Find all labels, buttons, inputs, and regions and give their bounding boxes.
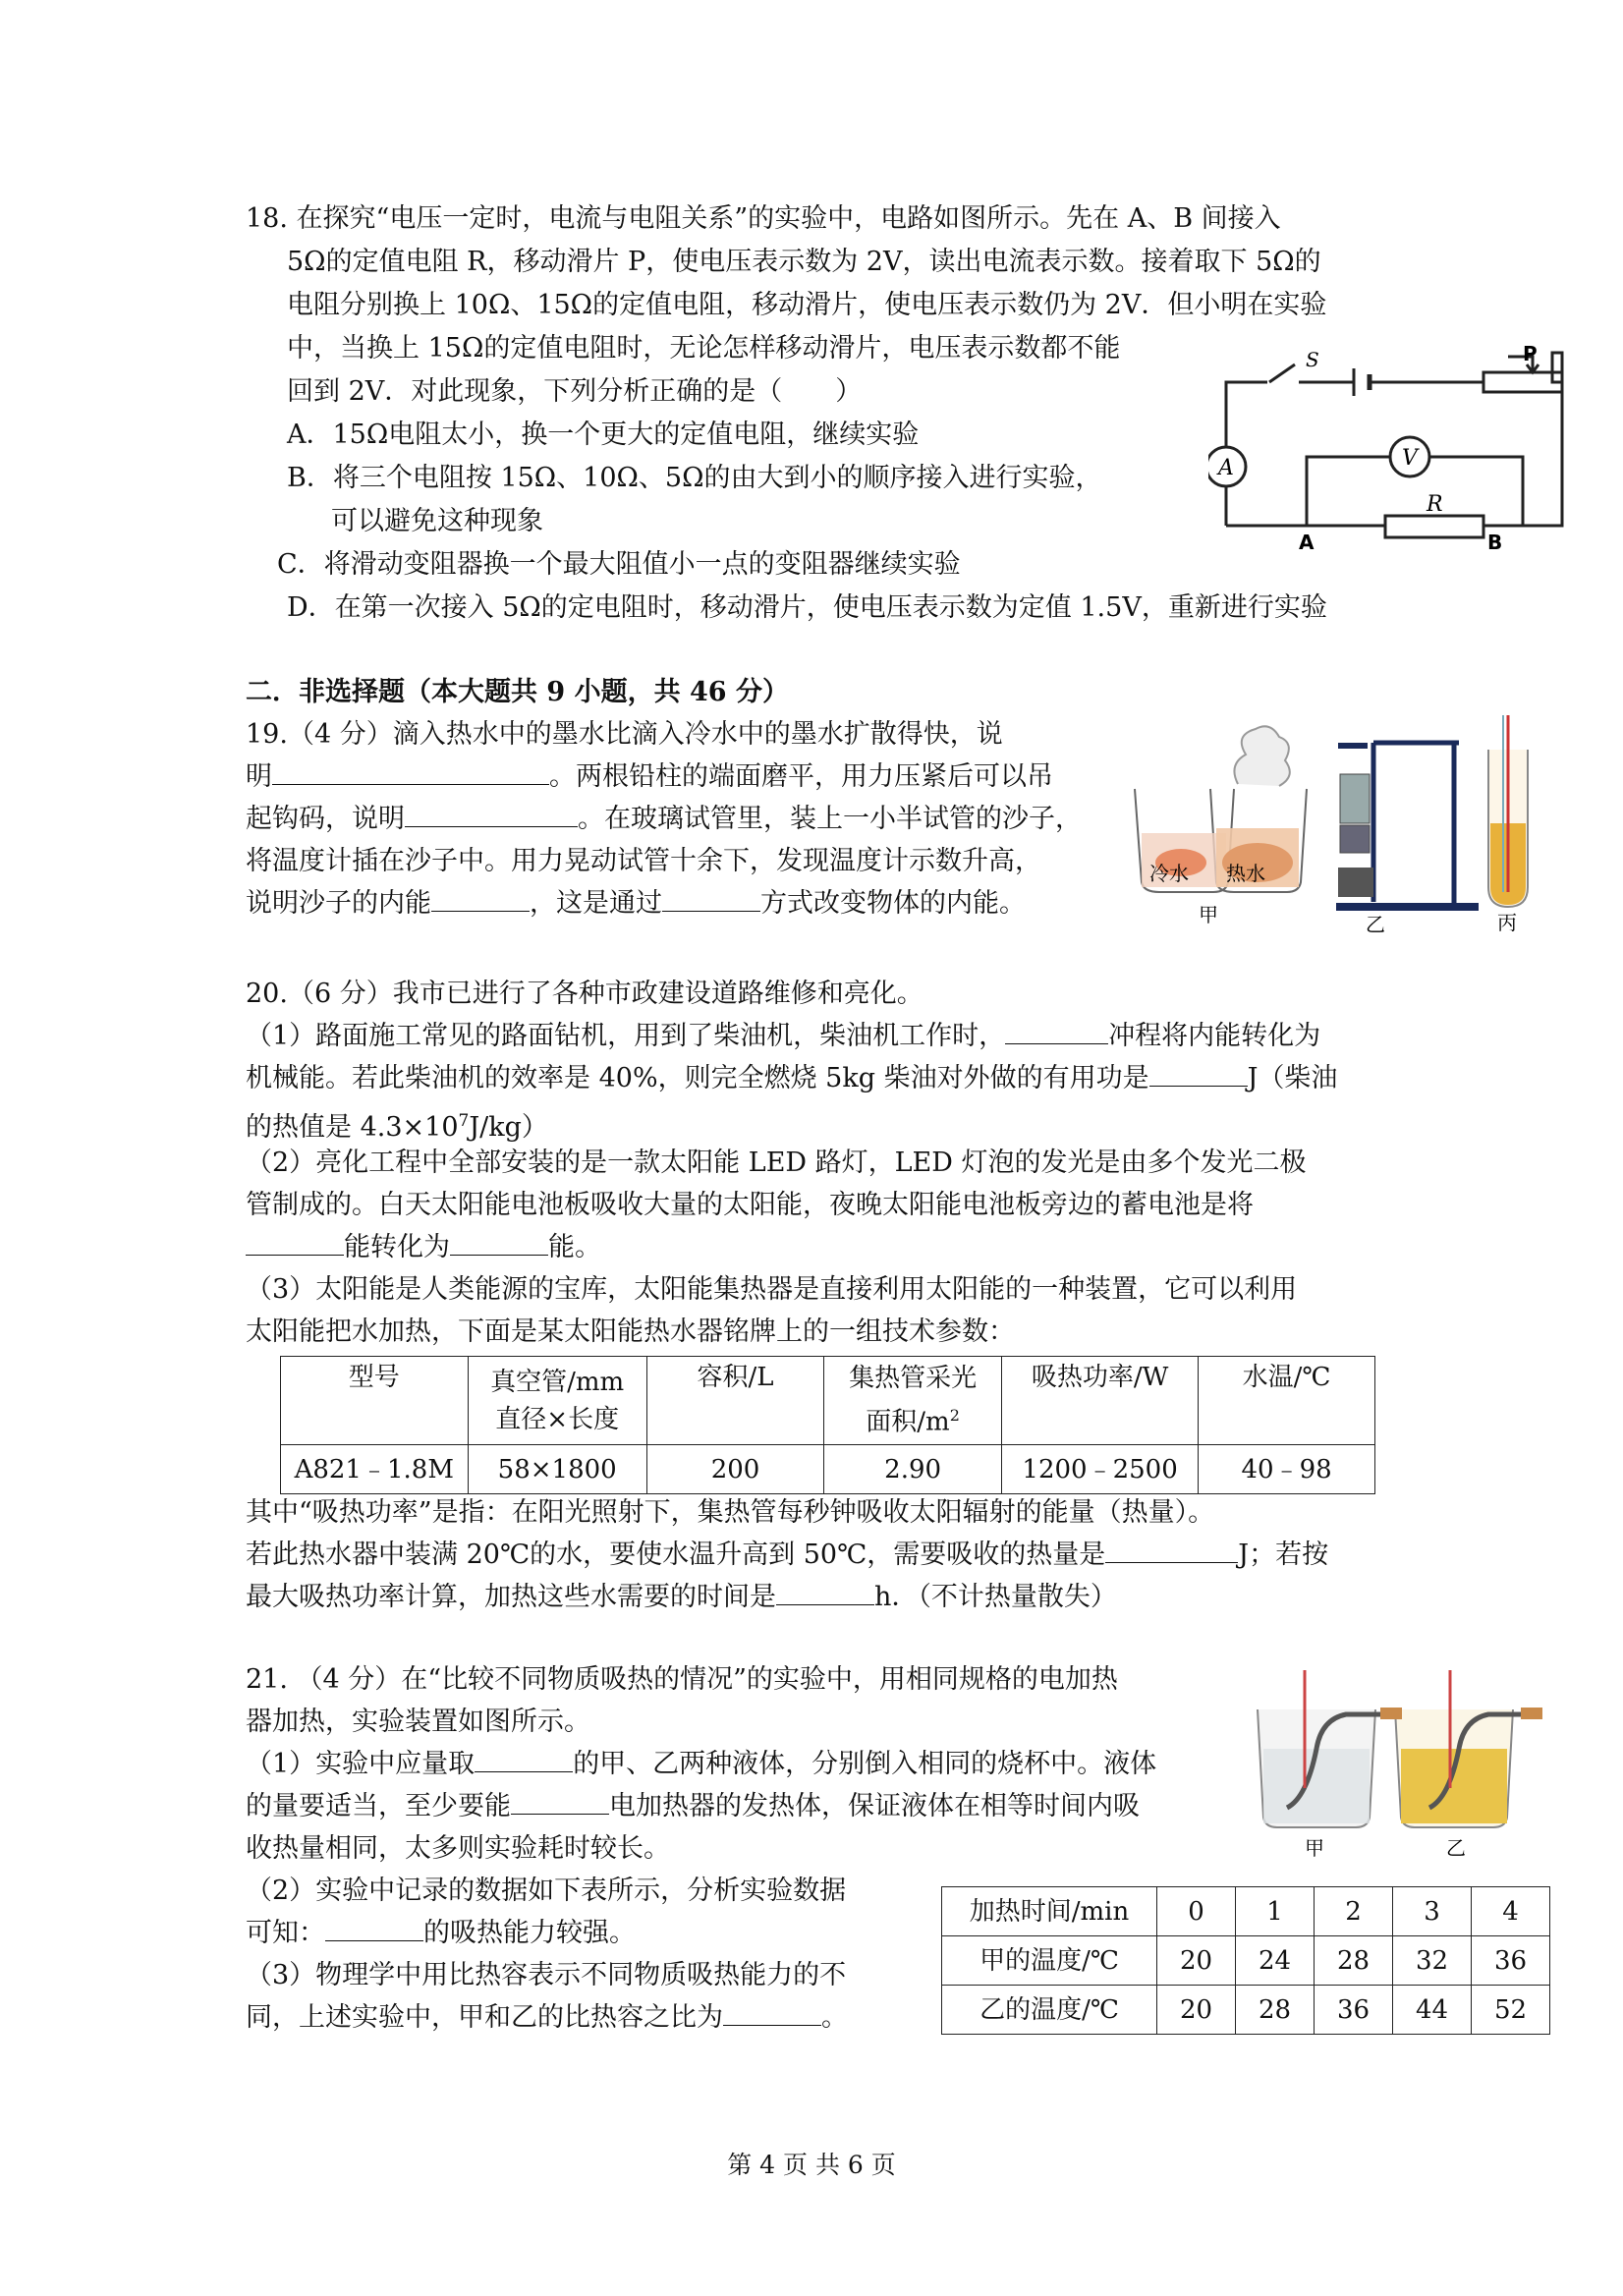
fig-jia-label: 甲 — [1199, 903, 1218, 926]
blank — [723, 1999, 821, 2026]
page-footer: 第 4 页 共 6 页 — [727, 2151, 896, 2179]
blank — [511, 1788, 609, 1815]
q20-line-7: 能转化为 能。 — [246, 1228, 601, 1267]
q21-figure — [1248, 1670, 1542, 1867]
td-power: 1200﹣2500 — [1002, 1445, 1199, 1494]
blank — [272, 758, 549, 785]
th-volume: 容积/L — [646, 1357, 823, 1445]
table-cell: 28 — [1315, 1936, 1393, 1986]
solar-heater-table — [280, 1356, 1375, 1494]
q21-line-5: 收热量相同，太多则实验耗时较长。 — [246, 1833, 670, 1864]
switch-label: S — [1306, 348, 1319, 371]
table-cell: 0 — [1157, 1887, 1236, 1936]
q20-line-12: 最大吸热功率计算，加热这些水需要的时间是 h．（不计热量散失） — [246, 1578, 1117, 1617]
blank — [475, 1746, 573, 1772]
slider-label: P — [1523, 342, 1538, 365]
q18-line-1: 18. 在探究“电压一定时，电流与电阻关系”的实验中，电路如图所示。先在 A、B 间接入 — [246, 203, 1281, 234]
section-2-title: 二．非选择题（本大题共 9 小题，共 46 分） — [246, 677, 789, 707]
q20-line-10: 其中“吸热功率”是指：在阳光照射下，集热管每秒钟吸收太阳辐射的能量（热量）。 — [246, 1497, 1215, 1528]
heating-data-table — [941, 1886, 1550, 2035]
q20-line-5: （2）亮化工程中全部安装的是一款太阳能 LED 路灯，LED 灯泡的发光是由多个发光二极 — [246, 1148, 1307, 1178]
cold-water-label: 冷水 — [1149, 862, 1189, 885]
q19-line-4: 将温度计插在沙子中。用力晃动试管十余下，发现温度计示数升高， — [246, 846, 1041, 876]
table-cell: 3 — [1393, 1887, 1472, 1936]
table-cell: 20 — [1157, 1986, 1236, 2035]
blank — [1005, 1018, 1108, 1044]
blank — [1105, 1537, 1238, 1563]
q18-option-a: A．15Ω电阻太小，换一个更大的定值电阻，继续实验 — [287, 420, 920, 450]
q21-fig-jia-label: 甲 — [1305, 1836, 1324, 1860]
fig-bing-label: 丙 — [1497, 911, 1517, 933]
hot-water-label: 热水 — [1226, 862, 1265, 885]
table-row — [942, 1936, 1550, 1986]
voltmeter-label: V — [1402, 446, 1418, 471]
q19-line-3: 起钩码，说明 。在玻璃试管里，装上一小半试管的沙子， — [246, 800, 1082, 839]
q21-line-8: （3）物理学中用比热容表示不同物质吸热能力的不 — [246, 1960, 847, 1990]
blank — [662, 885, 760, 912]
q18-line-4: 中，当换上 15Ω的定值电阻时，无论怎样移动滑片，电压表示数都不能 — [287, 333, 1121, 364]
q19-line-2: 明 。两根铅柱的端面磨平，用力压紧后可以吊 — [246, 757, 1053, 797]
table-cell: 36 — [1472, 1936, 1550, 1986]
table-row — [942, 1887, 1550, 1936]
table-cell: 44 — [1393, 1986, 1472, 2035]
th-temp: 水温/℃ — [1199, 1357, 1375, 1445]
td-volume: 200 — [646, 1445, 823, 1494]
q19-figure — [1120, 715, 1552, 933]
q20-line-2: （1）路面施工常见的路面钻机，用到了柴油机，柴油机工作时， 冲程将内能转化为 — [246, 1017, 1320, 1056]
table-cell: 32 — [1393, 1936, 1472, 1986]
table-row — [942, 1986, 1550, 2035]
table-cell: 52 — [1472, 1986, 1550, 2035]
q21-line-3: （1）实验中应量取 的甲、乙两种液体，分别倒入相同的烧杯中。液体 — [246, 1745, 1156, 1784]
q18-option-d: D．在第一次接入 5Ω的定电阻时，移动滑片，使电压表示数为定值 1.5V，重新进行实验 — [287, 592, 1327, 623]
blank — [1149, 1060, 1248, 1087]
row-header-cell: 甲的温度/℃ — [942, 1936, 1157, 1986]
resistor-label: R — [1427, 492, 1443, 517]
blank — [325, 1915, 423, 1941]
q20-line-11: 若此热水器中装满 20℃的水，要使水温升高到 50℃，需要吸收的热量是 J；若按 — [246, 1536, 1328, 1575]
blank — [431, 885, 530, 912]
q21-line-1: 21. （4 分）在“比较不同物质吸热的情况”的实验中，用相同规格的电加热 — [246, 1664, 1118, 1695]
table-cell: 4 — [1472, 1887, 1550, 1936]
fig-yi-label: 乙 — [1366, 913, 1385, 933]
th-power: 吸热功率/W — [1002, 1357, 1199, 1445]
q21-line-4: 的量要适当，至少要能 电加热器的发热体，保证液体在相等时间内吸 — [246, 1787, 1140, 1826]
td-area: 2.90 — [824, 1445, 1002, 1494]
q18-option-b-1: B．将三个电阻按 15Ω、10Ω、5Ω的由大到小的顺序接入进行实验， — [287, 463, 1102, 493]
q19-line-1: 19.（4 分）滴入热水中的墨水比滴入冷水中的墨水扩散得快，说 — [246, 719, 1003, 750]
q21-line-2: 器加热，实验装置如图所示。 — [246, 1707, 590, 1737]
blank — [776, 1579, 874, 1605]
table-cell: 2 — [1315, 1887, 1393, 1936]
circuit-diagram — [1208, 339, 1572, 555]
point-b-label: B — [1487, 531, 1503, 554]
table-cell: 36 — [1315, 1986, 1393, 2035]
point-a-label: A — [1299, 531, 1315, 554]
q20-line-6: 管制成的。白天太阳能电池板吸收大量的太阳能，夜晚太阳能电池板旁边的蓄电池是将 — [246, 1190, 1254, 1220]
q20-line-3: 机械能。若此柴油机的效率是 40%，则完全燃烧 5kg 柴油对外做的有用功是 J（柴油 — [246, 1059, 1337, 1098]
blank — [450, 1229, 548, 1256]
q19-line-5: 说明沙子的内能 ，这是通过 方式改变物体的内能。 — [246, 884, 1026, 924]
ammeter-label: A — [1218, 456, 1234, 480]
th-area: 集热管采光 面积$/m^2$ — [824, 1357, 1002, 1445]
q20-line-8: （3）太阳能是人类能源的宝库，太阳能集热器是直接利用太阳能的一种装置，它可以利用 — [246, 1274, 1298, 1305]
table-cell: 28 — [1236, 1986, 1315, 2035]
row-header-cell: 乙的温度/℃ — [942, 1986, 1157, 2035]
table-cell: 1 — [1236, 1887, 1315, 1936]
table-cell: 20 — [1157, 1936, 1236, 1986]
q21-fig-yi-label: 乙 — [1446, 1836, 1466, 1860]
q18-line-5: 回到 2V．对此现象，下列分析正确的是（ ） — [287, 376, 863, 407]
q20-line-1: 20.（6 分）我市已进行了各种市政建设道路维修和亮化。 — [246, 979, 923, 1009]
q18-line-3: 电阻分别换上 10Ω、15Ω的定值电阻，移动滑片，使电压表示数仍为 2V．但小明在实验 — [287, 290, 1327, 320]
q20-line-4: 的热值是 $4.3\times 10^7J/kg$） — [246, 1111, 548, 1143]
blank — [405, 801, 578, 827]
q18-option-b-2: 可以避免这种现象 — [331, 506, 543, 536]
q18-line-2: 5Ω的定值电阻 R，移动滑片 P，使电压表示数为 2V，读出电流表示数。接着取下 5Ω的 — [287, 247, 1321, 277]
q21-line-7: 可知： 的吸热能力较强。 — [246, 1914, 636, 1953]
q18-option-c: C．将滑动变阻器换一个最大阻值小一点的变阻器继续实验 — [277, 549, 961, 580]
q20-line-9: 太阳能把水加热，下面是某太阳能热水器铭牌上的一组技术参数： — [246, 1316, 1015, 1347]
row-header-cell: 加热时间/min — [942, 1887, 1157, 1936]
th-tube: 真空管/mm 直径×长度 — [468, 1357, 646, 1445]
table-cell: 24 — [1236, 1936, 1315, 1986]
blank — [246, 1229, 344, 1256]
td-tube: 58×1800 — [468, 1445, 646, 1494]
q21-line-6: （2）实验中记录的数据如下表所示，分析实验数据 — [246, 1876, 847, 1906]
q21-line-9: 同，上述实验中，甲和乙的比热容之比为 。 — [246, 1998, 848, 2038]
td-temp: 40﹣98 — [1199, 1445, 1375, 1494]
td-model: A821﹣1.8M — [281, 1445, 469, 1494]
th-model: 型号 — [281, 1357, 469, 1445]
